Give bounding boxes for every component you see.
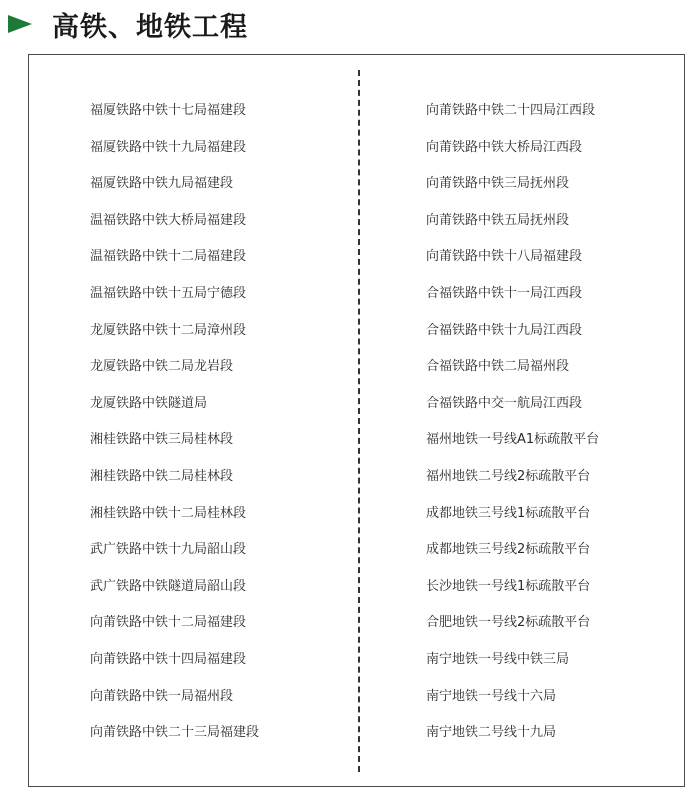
list-item: 龙厦铁路中铁二局龙岩段 (90, 359, 234, 375)
list-item: 向莆铁路中铁十二局福建段 (90, 615, 247, 631)
list-item: 温福铁路中铁十五局宁德段 (90, 285, 247, 301)
list-item: 向莆铁路中铁五局抚州段 (426, 212, 570, 228)
list-item: 福厦铁路中铁九局福建段 (90, 176, 234, 192)
list-item: 向莆铁路中铁二十四局江西段 (426, 103, 596, 118)
list-item: 湘桂铁路中铁三局桂林段 (90, 432, 234, 448)
list-item: 南宁地铁二号线十九局 (426, 725, 557, 741)
list-item: 成都地铁三号线1标疏散平台 (426, 505, 591, 521)
list-item: 武广铁路中铁十九局韶山段 (90, 542, 247, 558)
list-item: 合福铁路中铁十一局江西段 (426, 285, 583, 301)
list-item: 合福铁路中交一航局江西段 (426, 395, 583, 411)
list-item: 向莆铁路中铁二十三局福建段 (90, 725, 260, 741)
list-item: 向莆铁路中铁大桥局江西段 (426, 139, 583, 155)
list-item: 福厦铁路中铁十九局福建段 (90, 139, 247, 155)
list-item: 福州地铁一号线A1标疏散平台 (426, 432, 600, 448)
page-header (8, 4, 248, 44)
arrow-right-icon (8, 15, 32, 33)
list-item: 向莆铁路中铁十四局福建段 (90, 651, 247, 667)
list-item: 长沙地铁一号线1标疏散平台 (426, 578, 591, 594)
list-item: 南宁地铁一号线中铁三局 (426, 651, 570, 667)
list-item: 合福铁路中铁十九局江西段 (426, 322, 583, 338)
list-item: 向莆铁路中铁十八局福建段 (426, 249, 583, 265)
list-item: 南宁地铁一号线十六局 (426, 688, 557, 704)
list-item: 合福铁路中铁二局福州段 (426, 359, 570, 375)
list-item: 福州地铁二号线2标疏散平台 (426, 468, 591, 484)
list-item: 武广铁路中铁隧道局韶山段 (90, 578, 247, 594)
page-title: 高铁、地铁工程 (52, 11, 248, 43)
list-item: 成都地铁三号线2标疏散平台 (426, 542, 591, 558)
list-item: 湘桂铁路中铁十二局桂林段 (90, 505, 247, 521)
list-item: 向莆铁路中铁一局福州段 (90, 688, 234, 704)
list-item: 湘桂铁路中铁二局桂林段 (90, 468, 234, 484)
list-item: 合肥地铁一号线2标疏散平台 (426, 615, 591, 631)
column-divider (358, 70, 360, 772)
list-item: 福厦铁路中铁十七局福建段 (90, 103, 247, 118)
list-item: 龙厦铁路中铁隧道局 (90, 395, 208, 411)
list-item: 温福铁路中铁十二局福建段 (90, 249, 247, 265)
left-project-list (90, 93, 259, 752)
list-item: 向莆铁路中铁三局抚州段 (426, 176, 570, 192)
right-project-list (426, 93, 599, 752)
list-item: 温福铁路中铁大桥局福建段 (90, 212, 247, 228)
list-item: 龙厦铁路中铁十二局漳州段 (90, 322, 247, 338)
